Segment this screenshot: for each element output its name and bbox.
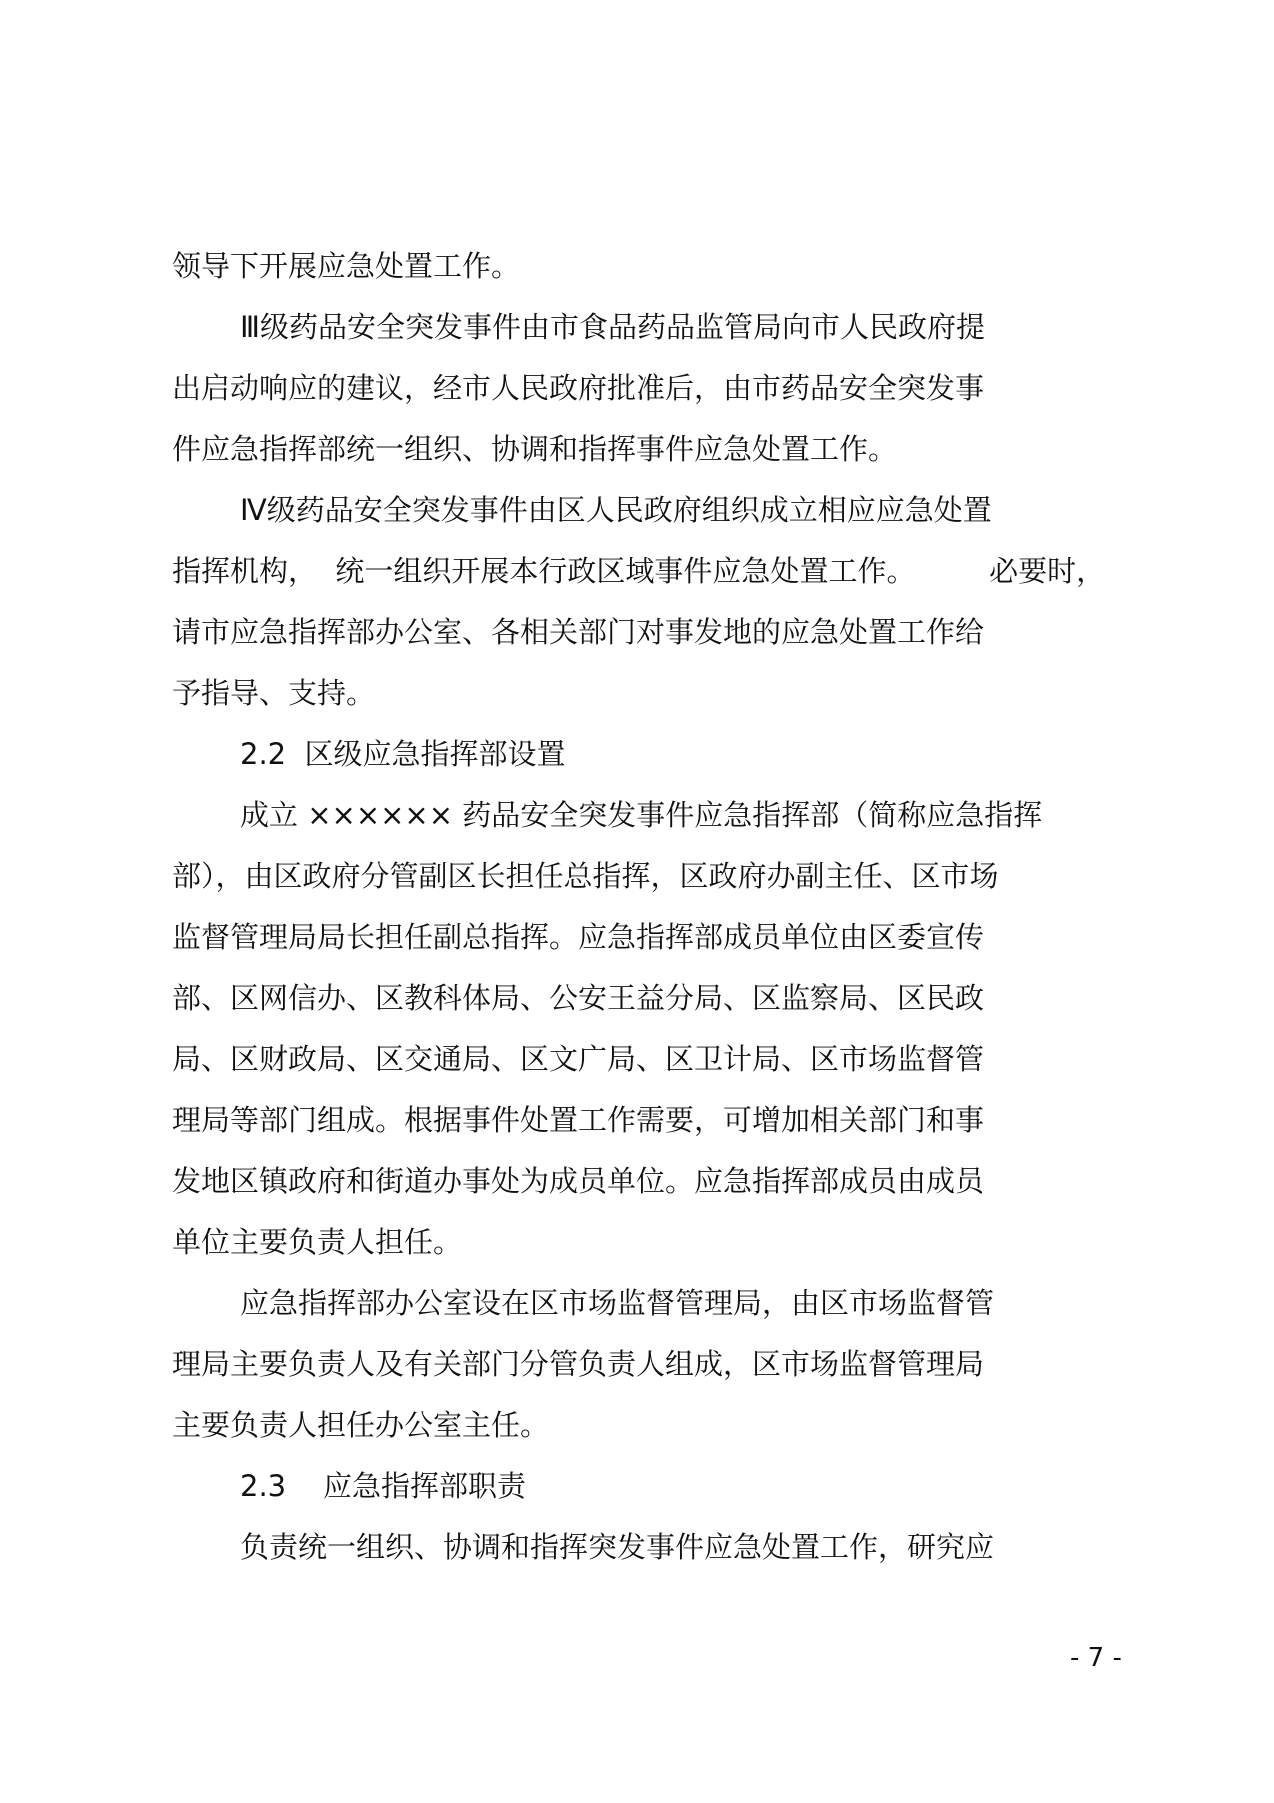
page-number: - 7 - [1070,1643,1122,1673]
section-heading: 2.3 应急指挥部职责 [240,1469,526,1503]
text-line: 监督管理局局长担任副总指挥。应急指挥部成员单位由区委宣传 [172,920,985,954]
text-line: 局、区财政局、区交通局、区文广局、区卫计局、区市场监督管 [172,1042,985,1076]
text-line: 理局等部门组成。根据事件处置工作需要，可增加相关部门和事 [172,1103,985,1137]
text-line: 主要负责人担任办公室主任。 [172,1408,550,1442]
text-line: 理局主要负责人及有关部门分管负责人组成，区市场监督管理局 [172,1347,985,1381]
paragraph-start: 成立 ×××××× 药品安全突发事件应急指挥部（简称应急指挥 [240,798,1043,832]
text-line: 予指导、支持。 [172,676,376,710]
text-line: 发地区镇政府和街道办事处为成员单位。应急指挥部成员由成员 [172,1164,985,1198]
paragraph-start: Ⅲ级药品安全突发事件由市食品药品监管局向市人民政府提 [240,310,985,344]
text-line: 部、区网信办、区教科体局、公安王益分局、区监察局、区民政 [172,981,985,1015]
text-line: 件应急指挥部统一组织、协调和指挥事件应急处置工作。 [172,432,898,466]
text-line: 出启动响应的建议，经市人民政府批准后，由市药品安全突发事 [172,371,985,405]
paragraph-start: 负责统一组织、协调和指挥突发事件应急处置工作，研究应 [240,1530,995,1564]
text-line: 单位主要负责人担任。 [172,1225,463,1259]
text-line: 部），由区政府分管副区长担任总指挥，区政府办副主任、区市场 [172,859,999,893]
paragraph-start: 应急指挥部办公室设在区市场监督管理局，由区市场监督管 [240,1286,995,1320]
text-line: 请市应急指挥部办公室、各相关部门对事发地的应急处置工作给 [172,615,985,649]
text-line: 指挥机构， 统一组织开展本行政区域事件应急处置工作。 必要时， [172,554,1106,588]
paragraph-start: Ⅳ级药品安全突发事件由区人民政府组织成立相应应急处置 [240,493,992,527]
text-line: 领导下开展应急处置工作。 [172,249,521,283]
section-heading: 2.2 区级应急指挥部设置 [240,737,566,771]
